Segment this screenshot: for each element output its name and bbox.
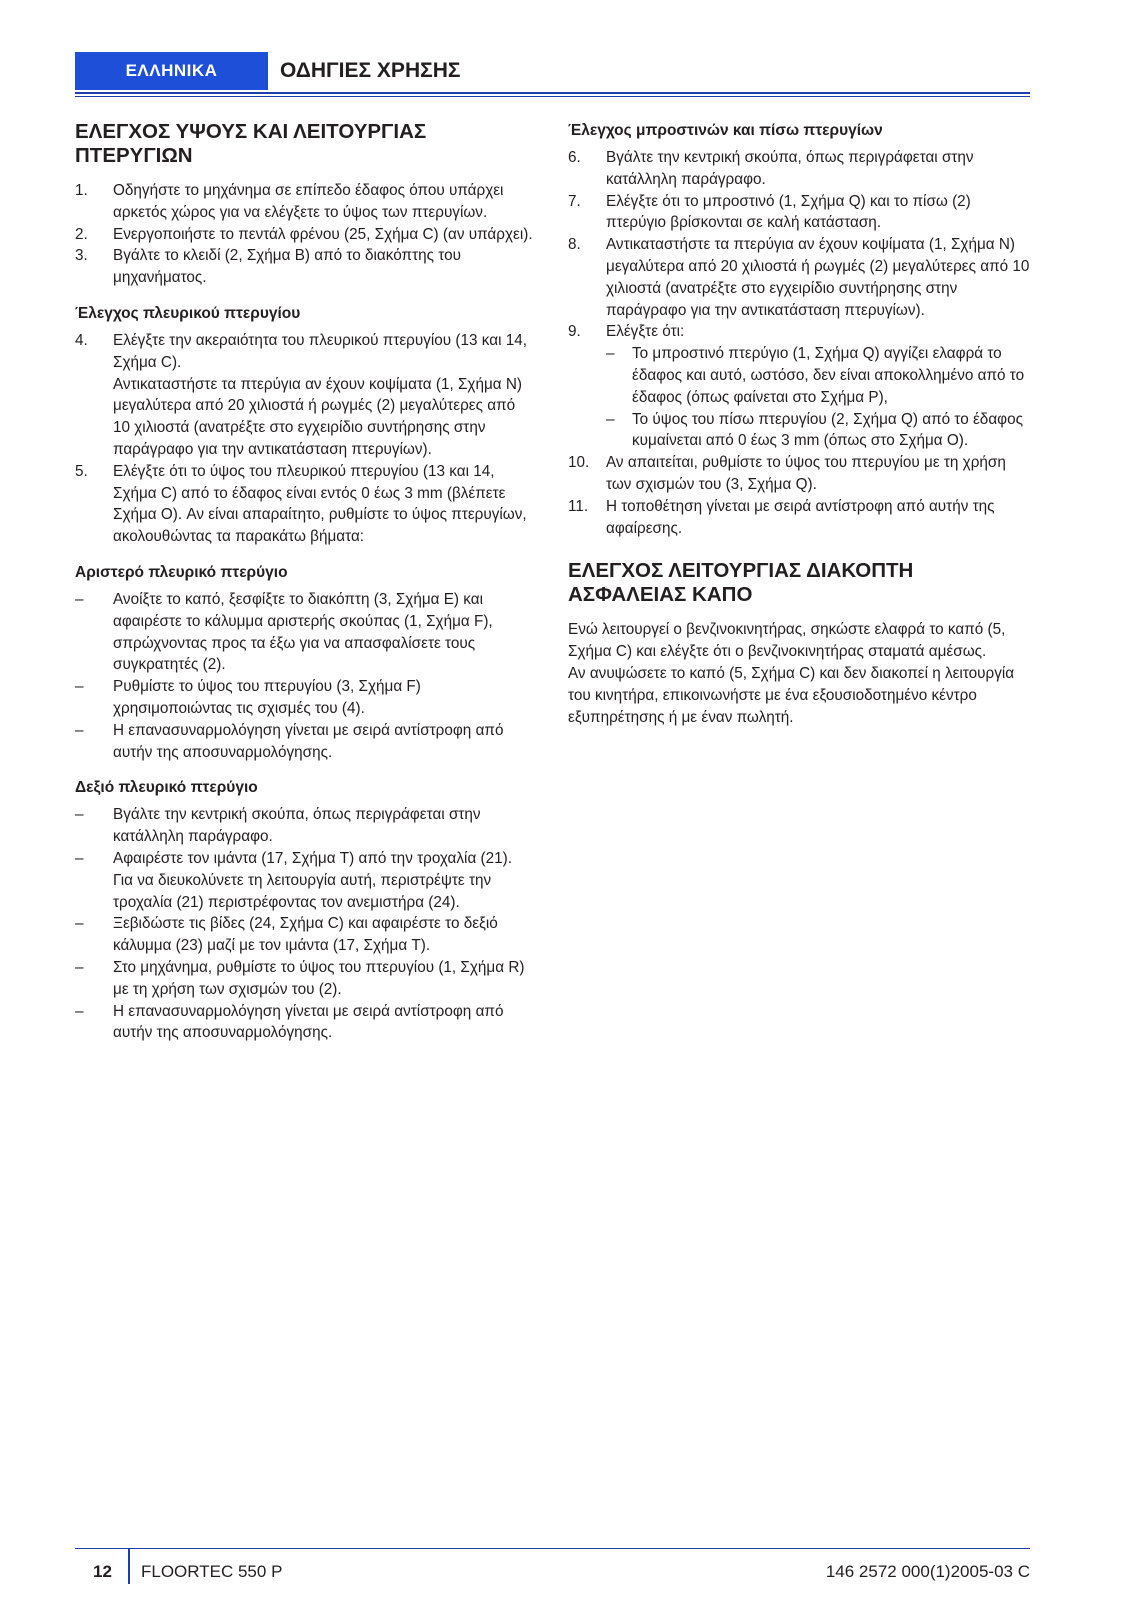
item-text: Βγάλτε την κεντρική σκούπα, όπως περιγράφεται στην κατάλληλη παράγραφο. (113, 806, 481, 846)
item-number: 10. (568, 454, 590, 472)
list-item (75, 957, 535, 1001)
item-text: Ανοίξτε το καπό, ξεσφίξτε το διακόπτη (3, Σχήμα E) και αφαιρέστε το κάλυμμα αριστερής σκούπας (1, Σχήμα F), σπρώχνοντας προς τα έξω για να απασφαλίσετε τους συγκρατητές (2). (113, 590, 493, 674)
item-number: 3. (75, 247, 88, 265)
list-item (75, 224, 535, 246)
item-text: Βγάλτε το κλειδί (2, Σχήμα B) από το διακόπτης του μηχανήματος. (113, 247, 461, 287)
item-text: Ενεργοποιήστε το πεντάλ φρένου (25, Σχήμα C) (αν υπάρχει). (113, 225, 533, 243)
list-item (75, 848, 535, 913)
list-item (75, 589, 535, 676)
item-dash: – (75, 849, 84, 867)
item-dash: – (75, 721, 84, 739)
list-item (75, 720, 535, 764)
right-column (568, 120, 1030, 728)
item-text: Ελέγξτε ότι: (606, 323, 685, 341)
item-text: Οδηγήστε το μηχάνημα σε επίπεδο έδαφος όπου υπάρχει αρκετός χώρος για να ελέγξετε το ύψος των πτερυγίων. (113, 182, 504, 221)
subsection-title-front-rear-flaps: Έλεγχος μπροστινών και πίσω πτερυγίων (568, 122, 883, 139)
item-number: 8. (568, 236, 581, 254)
paragraph: Αν ανυψώσετε το καπό (5, Σχήμα C) και δεν διακοπεί η λειτουργία του κινητήρα, επικοινωνήστε με ένα εξουσιοδοτημένο κέντρο εξυπηρέτησης ή με έναν πωλητή. (568, 664, 1015, 726)
item-dash: – (75, 678, 84, 696)
item-text: Βγάλτε την κεντρική σκούπα, όπως περιγράφεται στην κατάλληλη παράγραφο. (606, 149, 974, 188)
item-text: Ρυθμίστε το ύψος του πτερυγίου (3, Σχήμα F) χρησιμοποιώντας τις σχισμές του (4). (113, 678, 421, 717)
header-rule-thin (75, 96, 1030, 97)
section-title-flap-height: ΕΛΕΓΧΟΣ ΥΨΟΥΣ ΚΑΙ ΛΕΙΤΟΥΡΓΙΑΣ ΠΤΕΡΥΓΙΩΝ (75, 120, 427, 167)
footer-divider (128, 1548, 130, 1584)
subsection-title-side-flap: Έλεγχος πλευρικού πτερυγίου (75, 304, 301, 322)
item-text: Ελέγξτε την ακεραιότητα του πλευρικού πτερυγίου (13 και 14, Σχήμα C). (113, 331, 527, 371)
page-footer (75, 1548, 1030, 1584)
list-item (568, 496, 1030, 540)
item-number: 7. (568, 192, 581, 210)
list-item (75, 245, 535, 289)
list-item (75, 676, 535, 720)
item-continuation: Αντικαταστήστε τα πτερύγια αν έχουν κοψίματα (1, Σχήμα N) μεγαλύτερα από 20 χιλιοστά ή ρωγμές (2) μεγαλύτερες από 10 χιλιοστά (ανατρέξτε στο εγχειρίδιο συντήρησης στην παράγραφο για την αντικατάσταση πτερυγίων). (113, 375, 523, 458)
item-text: Ελέγξτε ότι το μπροστινό (1, Σχήμα Q) και το πίσω (2) πτερύγιο βρίσκονται σε καλή κατάσταση. (606, 192, 971, 232)
item-dash: – (75, 806, 84, 824)
item-text: Η τοποθέτηση γίνεται με σειρά αντίστροφη από αυτήν της αφαίρεσης. (606, 497, 995, 537)
page-header (75, 52, 1030, 96)
subsection-title-left-flap: Αριστερό πλευρικό πτερύγιο (75, 563, 288, 581)
paragraph: Ενώ λειτουργεί ο βενζινοκινητήρας, σηκώστε ελαφρά το καπό (5, Σχήμα C) και ελέγξτε ότι ο βενζινοκινητήρας σταματά αμέσως. (568, 621, 1006, 661)
list-item (75, 461, 535, 548)
document-type-title: ΟΔΗΓΙΕΣ ΧΡΗΣΗΣ (280, 59, 461, 82)
list-item (568, 191, 1030, 235)
item-text: Το ύψος του πίσω πτερυγίου (2, Σχήμα Q) από το έδαφος κυμαίνεται από 0 έως 3 mm (όπως στο Σχήμα O). (632, 410, 1023, 450)
list-item (568, 147, 1030, 191)
item-text: Αφαιρέστε τον ιμάντα (17, Σχήμα T) από την τροχαλία (21). Για να διευκολύνετε τη λειτουργία αυτή, περιστρέψτε την τροχαλία (21) περιστρέφοντας τον ανεμιστήρα (24). (113, 849, 512, 911)
item-text: Η επανασυναρμολόγηση γίνεται με σειρά αντίστροφη από αυτήν της αποσυναρμολόγησης. (113, 721, 504, 761)
item-dash: – (75, 915, 84, 933)
item-text: Ξεβιδώστε τις βίδες (24, Σχήμα C) και αφαιρέστε το δεξιό κάλυμμα (23) μαζί με τον ιμάντα (17, Σχήμα T). (113, 915, 498, 955)
list-subitem (568, 343, 1030, 408)
list-item (75, 180, 535, 224)
item-number: 6. (568, 149, 581, 166)
list-item (75, 913, 535, 957)
header-rule-thick (75, 92, 1030, 94)
list-item (568, 234, 1030, 321)
item-dash: – (75, 1002, 84, 1020)
language-tab: ΕΛΛΗΝΙΚΑ (75, 52, 268, 90)
item-number: 4. (75, 331, 88, 349)
item-dash: – (75, 958, 84, 976)
item-number: 11. (568, 497, 589, 515)
list-item (568, 452, 1030, 496)
item-text: Αντικαταστήστε τα πτερύγια αν έχουν κοψίματα (1, Σχήμα N) μεγαλύτερα από 20 χιλιοστά ή ρωγμές (2) μεγαλύτερες από 10 χιλιοστά (ανατρέξτε στο εγχειρίδιο συντήρησης στην παράγραφο για την αντικατάσταση πτερυγίων). (606, 236, 1030, 319)
item-text: Η επανασυναρμολόγηση γίνεται με σειρά αντίστροφη από αυτήν της αποσυναρμολόγησης. (113, 1002, 504, 1042)
intro-steps (75, 180, 535, 289)
section-title-hood-safety-switch: ΕΛΕΓΧΟΣ ΛΕΙΤΟΥΡΓΙΑΣ ΔΙΑΚΟΠΤΗ ΑΣΦΑΛΕΙΑΣ ΚΑΠΟ (568, 559, 914, 607)
item-dash: – (606, 410, 615, 428)
item-dash: – (75, 590, 84, 608)
item-number: 1. (75, 182, 88, 199)
page-number: 12 (93, 1562, 112, 1581)
list-subitem (568, 409, 1030, 453)
item-text: Ελέγξτε ότι το ύψος του πλευρικού πτερυγίου (13 και 14, Σχήμα C) από το έδαφος είναι εντός 0 έως 3 mm (βλέπετε Σχήμα O). Αν είναι απαραίτητο, ρυθμίστε το ύψος πτερυγίων, ακολουθώντας τα παρακάτω βήματα: (113, 462, 527, 546)
list-item (568, 321, 1030, 343)
item-number: 5. (75, 462, 88, 480)
item-text: Στο μηχάνημα, ρυθμίστε το ύψος του πτερυγίου (1, Σχήμα R) με τη χρήση των σχισμών του (2). (113, 958, 525, 998)
item-dash: – (606, 345, 615, 363)
footer-rule (75, 1548, 1030, 1549)
list-item (75, 804, 535, 848)
product-name: FLOORTEC 550 P (141, 1562, 283, 1581)
item-number: 2. (75, 225, 88, 243)
left-column (75, 120, 535, 1044)
list-item (75, 330, 535, 374)
item-text: Το μπροστινό πτερύγιο (1, Σχήμα Q) αγγίζει ελαφρά το έδαφος και αυτό, ωστόσο, δεν είναι αποκολλημένο από το έδαφος (όπως φαίνεται στο Σχήμα P), (632, 345, 1025, 406)
list-item (75, 1001, 535, 1045)
document-code: 146 2572 000(1)2005-03 C (825, 1562, 1030, 1581)
item-text: Αν απαιτείται, ρυθμίστε το ύψος του πτερυγίου με τη χρήση των σχισμών του (3, Σχήμα Q). (606, 454, 1006, 493)
subsection-title-right-flap: Δεξιό πλευρικό πτερύγιο (75, 779, 258, 797)
item-number: 9. (568, 323, 581, 341)
